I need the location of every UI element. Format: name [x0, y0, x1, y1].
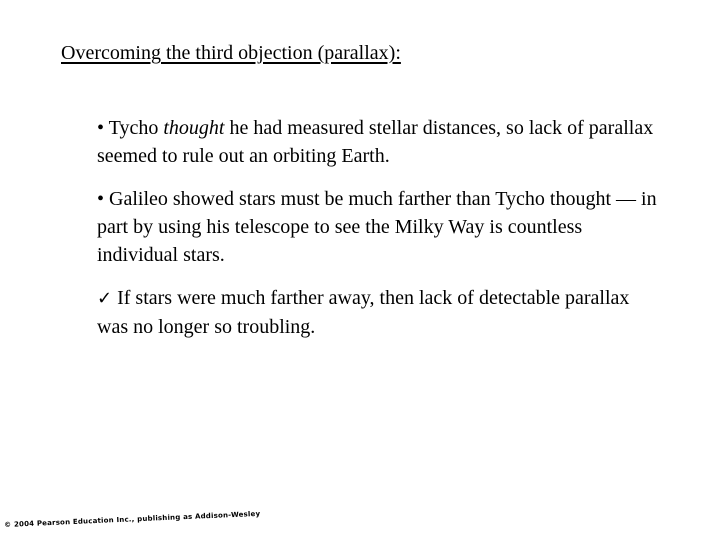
bullet-galileo — [97, 185, 657, 269]
bullet-text: If stars were much farther away, then lack of detectable parallax was no longer so troubling. — [97, 287, 630, 338]
bullet-conclusion — [97, 284, 657, 341]
bullet-marker: • — [97, 188, 105, 210]
bullet-text-emphasis: thought — [163, 117, 225, 139]
checkmark-icon: ✓ — [97, 288, 113, 309]
bullet-text-pre: Tycho — [108, 117, 164, 139]
copyright-notice: © 2004 Pearson Education Inc., publishing as Addison-Wesley — [4, 509, 261, 529]
bullet-text: Galileo showed stars must be much farther than Tycho thought — in part by using his telescope to see the Milky Way is countless individual stars. — [97, 188, 657, 266]
slide-title: Overcoming the third objection (parallax): — [61, 42, 401, 64]
slide-body — [97, 114, 657, 356]
bullet-tycho — [97, 114, 657, 170]
bullet-text-post: he had measured stellar distances, so lack of parallax seemed to rule out an orbiting Earth. — [97, 117, 654, 167]
bullet-marker: • — [97, 117, 105, 139]
